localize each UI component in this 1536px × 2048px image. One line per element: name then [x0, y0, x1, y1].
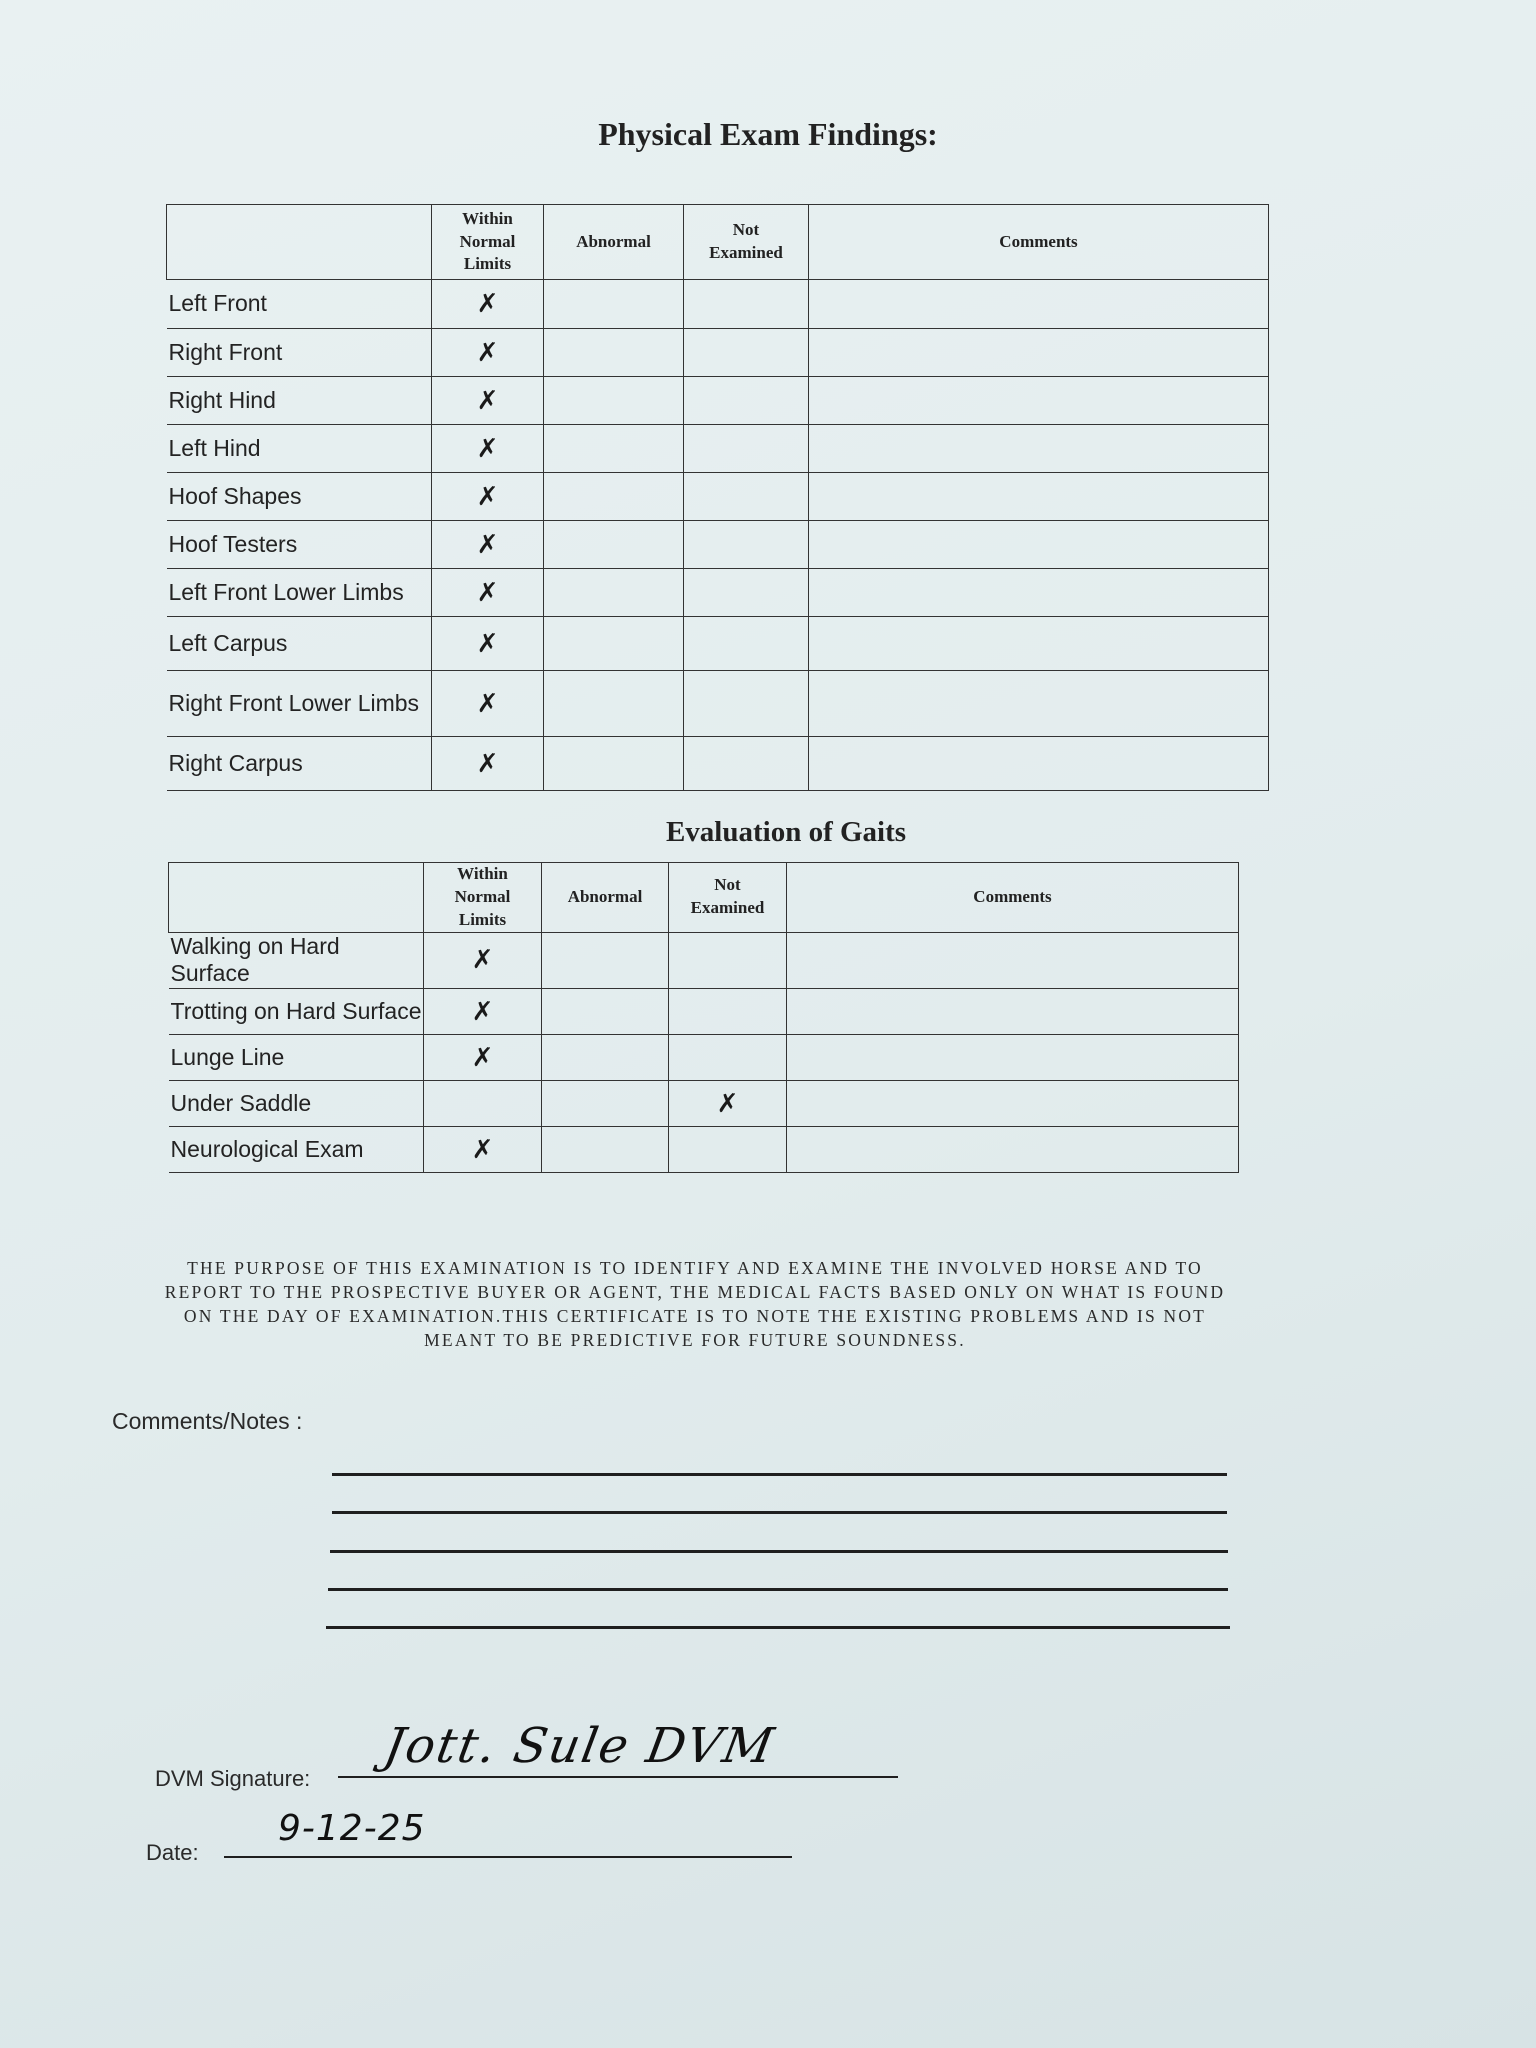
within-normal-limits-cell[interactable]: ✗: [424, 989, 542, 1035]
not-examined-cell[interactable]: [684, 569, 809, 617]
not-examined-cell[interactable]: [684, 473, 809, 521]
abnormal-cell[interactable]: [544, 280, 684, 329]
comments-cell[interactable]: [809, 569, 1269, 617]
not-examined-cell[interactable]: ✗: [669, 1081, 787, 1127]
table-row: [167, 473, 1269, 521]
abnormal-cell[interactable]: [542, 932, 669, 988]
comments-cell[interactable]: [809, 671, 1269, 737]
within-normal-limits-cell[interactable]: ✗: [432, 569, 544, 617]
comments-cell[interactable]: [787, 932, 1239, 988]
header-within-line-2: Normal: [454, 886, 511, 906]
abnormal-cell[interactable]: [544, 617, 684, 671]
within-normal-limits-cell[interactable]: [424, 1081, 542, 1127]
table-row: [167, 671, 1269, 737]
table-row: [167, 617, 1269, 671]
table-header-row: [167, 205, 1269, 280]
comments-cell[interactable]: [787, 1081, 1239, 1127]
within-normal-limits-cell[interactable]: ✗: [432, 521, 544, 569]
gaits-body: [169, 932, 1239, 1172]
date-value: 9-12-25: [278, 1808, 426, 1849]
header-within-line-3: Limits: [463, 254, 512, 274]
not-examined-cell[interactable]: [684, 280, 809, 329]
abnormal-cell[interactable]: [544, 737, 684, 791]
notes-line-4[interactable]: [328, 1588, 1228, 1591]
table-row: [167, 569, 1269, 617]
table-row: [167, 521, 1269, 569]
row-label: Hoof Shapes: [167, 473, 432, 521]
header-not-line-2: Examined: [690, 898, 765, 918]
table-header-row: [169, 863, 1239, 933]
row-label: Neurological Exam: [169, 1127, 424, 1173]
row-label: Under Saddle: [169, 1081, 424, 1127]
header-comments: Comments: [809, 205, 1269, 280]
not-examined-cell[interactable]: [684, 425, 809, 473]
not-examined-cell[interactable]: [684, 521, 809, 569]
notes-line-2[interactable]: [332, 1511, 1227, 1514]
header-not-examined: [669, 863, 787, 933]
comments-cell[interactable]: [809, 521, 1269, 569]
comments-cell[interactable]: [809, 617, 1269, 671]
within-normal-limits-cell[interactable]: ✗: [432, 617, 544, 671]
header-within-line-1: Within: [462, 208, 513, 228]
abnormal-cell[interactable]: [544, 425, 684, 473]
abnormal-cell[interactable]: [544, 473, 684, 521]
within-normal-limits-cell[interactable]: ✗: [424, 932, 542, 988]
comments-cell[interactable]: [787, 1127, 1239, 1173]
abnormal-cell[interactable]: [544, 329, 684, 377]
row-label: Left Hind: [167, 425, 432, 473]
notes-line-5[interactable]: [326, 1626, 1230, 1629]
within-normal-limits-cell[interactable]: ✗: [432, 280, 544, 329]
physical-exam-table: [166, 204, 1269, 791]
abnormal-cell[interactable]: [542, 1081, 669, 1127]
row-label: Right Front: [167, 329, 432, 377]
header-blank: [167, 205, 432, 280]
row-label: Left Front: [167, 280, 432, 329]
row-label: Left Front Lower Limbs: [167, 569, 432, 617]
within-normal-limits-cell[interactable]: ✗: [432, 425, 544, 473]
abnormal-cell[interactable]: [542, 989, 669, 1035]
header-within-normal-limits: [432, 205, 544, 280]
comments-cell[interactable]: [809, 377, 1269, 425]
row-label: Right Carpus: [167, 737, 432, 791]
dvm-signature-label: DVM Signature:: [155, 1766, 311, 1791]
not-examined-cell[interactable]: [684, 671, 809, 737]
table-row: [169, 989, 1239, 1035]
not-examined-cell[interactable]: [684, 737, 809, 791]
comments-cell[interactable]: [809, 425, 1269, 473]
comments-notes-label: Comments/Notes :: [112, 1408, 303, 1434]
row-label: Left Carpus: [167, 617, 432, 671]
header-not-line-1: Not: [714, 875, 741, 895]
physical-exam-title: Physical Exam Findings:: [598, 116, 938, 152]
abnormal-cell[interactable]: [542, 1035, 669, 1081]
table-row: [169, 1035, 1239, 1081]
not-examined-cell[interactable]: [684, 377, 809, 425]
date-line[interactable]: [224, 1856, 792, 1858]
within-normal-limits-cell[interactable]: ✗: [432, 671, 544, 737]
row-label: Trotting on Hard Surface: [169, 989, 424, 1035]
within-normal-limits-cell[interactable]: ✗: [432, 377, 544, 425]
gaits-title: Evaluation of Gaits: [665, 816, 907, 848]
comments-cell[interactable]: [787, 989, 1239, 1035]
table-row: [167, 329, 1269, 377]
table-row: [169, 1081, 1239, 1127]
table-row: [167, 737, 1269, 791]
header-not-examined: [684, 205, 809, 280]
table-row: [169, 1127, 1239, 1173]
table-row: [169, 932, 1239, 988]
within-normal-limits-cell[interactable]: ✗: [424, 1127, 542, 1173]
header-within-line-1: Within: [457, 864, 508, 883]
row-label: Right Hind: [167, 377, 432, 425]
not-examined-cell[interactable]: [684, 329, 809, 377]
abnormal-cell[interactable]: [544, 377, 684, 425]
within-normal-limits-cell[interactable]: ✗: [432, 473, 544, 521]
header-not-line-1: Not: [732, 220, 760, 240]
abnormal-cell[interactable]: [544, 569, 684, 617]
header-abnormal: Abnormal: [544, 205, 684, 280]
comments-cell[interactable]: [809, 473, 1269, 521]
not-examined-cell[interactable]: [669, 1035, 787, 1081]
dvm-signature: Jott. Sule DVM: [380, 1718, 780, 1774]
comments-cell[interactable]: [809, 737, 1269, 791]
within-normal-limits-cell[interactable]: ✗: [432, 329, 544, 377]
table-row: [167, 280, 1269, 329]
not-examined-cell[interactable]: [669, 932, 787, 988]
within-normal-limits-cell[interactable]: ✗: [424, 1035, 542, 1081]
row-label: Lunge Line: [169, 1035, 424, 1081]
header-blank: [169, 863, 424, 933]
physical-exam-body: [167, 280, 1269, 791]
comments-cell[interactable]: [787, 1035, 1239, 1081]
table-row: [167, 425, 1269, 473]
date-label: Date:: [146, 1840, 199, 1865]
not-examined-cell[interactable]: [669, 989, 787, 1035]
within-normal-limits-cell[interactable]: ✗: [432, 737, 544, 791]
table-row: [167, 377, 1269, 425]
abnormal-cell[interactable]: [544, 521, 684, 569]
row-label: Right Front Lower Limbs: [167, 671, 432, 737]
gaits-table: [168, 862, 1239, 1173]
header-not-line-2: Examined: [709, 243, 783, 262]
disclaimer-text: THE PURPOSE OF THIS EXAMINATION IS TO IDENTIFY AND EXAMINE THE INVOLVED HORSE AND TO REPORT TO THE PROSPECTIVE BUYER OR AGENT, THE MEDICAL FACTS BASED ONLY ON WHAT IS FOUND ON THE DAY OF EXAMINATION.THIS CERTIFICATE IS TO NOTE THE EXISTING PROBLEMS AND IS NOT MEANT TO BE PREDICTIVE FOR FUTURE SOUNDNESS.: [164, 1258, 1226, 1350]
notes-line-1[interactable]: [332, 1473, 1227, 1476]
row-label: Walking on Hard Surface: [169, 932, 424, 988]
comments-cell[interactable]: [809, 280, 1269, 329]
comments-cell[interactable]: [809, 329, 1269, 377]
not-examined-cell[interactable]: [684, 617, 809, 671]
header-abnormal: Abnormal: [542, 863, 669, 933]
signature-line[interactable]: [338, 1776, 898, 1778]
header-within-line-3: Limits: [458, 909, 507, 929]
header-within-line-2: Normal: [459, 231, 516, 251]
not-examined-cell[interactable]: [669, 1127, 787, 1173]
header-within-normal-limits: [424, 863, 542, 933]
header-comments: Comments: [787, 863, 1239, 933]
abnormal-cell[interactable]: [542, 1127, 669, 1173]
notes-line-3[interactable]: [330, 1550, 1228, 1553]
row-label: Hoof Testers: [167, 521, 432, 569]
abnormal-cell[interactable]: [544, 671, 684, 737]
